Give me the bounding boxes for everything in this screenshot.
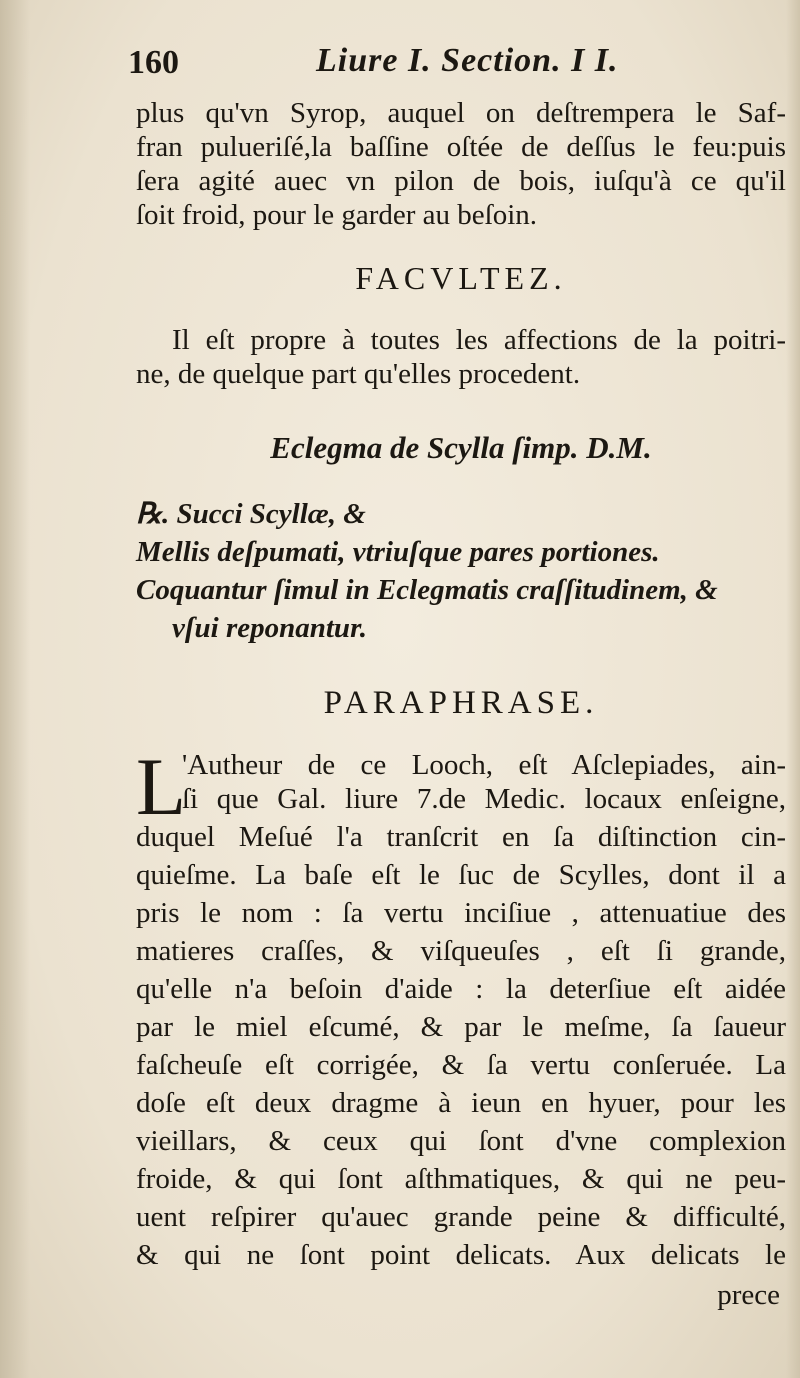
text-line: duquel Meſué l'a tranſcrit en ſa diſtinction cin- — [136, 821, 786, 853]
text-line: uent reſpirer qu'auec grande peine & difficulté, — [136, 1201, 786, 1233]
text-line: doſe eſt deux dragme à ieun en hyuer, pour les — [136, 1087, 786, 1119]
recipe-line: ℞. Succi Scyllæ, & — [136, 498, 366, 530]
text-line: ſera agité auec vn pilon de bois, iuſqu'à ce qu'il — [136, 165, 786, 197]
text-line: ſoit froid, pour le garder au beſoin. — [136, 199, 538, 231]
recipe-line: Coquantur ſimul in Eclegmatis craſſitudinem, & — [136, 574, 718, 606]
text-line: fran pulueriſé,la baſſine oſtée de deſſus le feu:puis — [136, 131, 786, 163]
recipe-title: Eclegma de Scylla ſimp. D.M. — [270, 430, 652, 465]
text-line: vieillars, & ceux qui ſont d'vne complexion — [136, 1125, 786, 1157]
page-gutter-shadow — [0, 0, 30, 1378]
text-line: Il eſt propre à toutes les affections de la poitri- — [172, 324, 786, 356]
text-line: pris le nom : ſa vertu inciſiue , attenuatiue des — [136, 897, 786, 929]
text-line: qu'elle n'a beſoin d'aide : la deterſiue eſt aidée — [136, 973, 786, 1005]
recipe-line: Mellis deſpumati, vtriuſque pares portiones. — [136, 536, 660, 568]
running-head: Liure I. Section. I I. — [316, 42, 619, 79]
paraphrase-paragraph — [136, 741, 786, 1272]
drop-cap: L — [136, 741, 187, 832]
text-line: par le miel eſcumé, & par le meſme, ſa ſaueur — [136, 1011, 786, 1043]
text-line: 'Autheur de ce Looch, eſt Aſclepiades, ain- — [182, 749, 786, 781]
text-line: & qui ne ſont point delicats. Aux delicats le — [136, 1239, 786, 1271]
facultez-paragraph — [136, 323, 786, 391]
text-line: ſi que Gal. liure 7.de Medic. locaux enſeigne, — [182, 783, 786, 815]
page-edge-shadow — [786, 0, 800, 1378]
facultez-heading: FACVLTEZ. — [355, 260, 567, 296]
page-content — [128, 40, 786, 1312]
page-number: 160 — [128, 44, 179, 81]
text-line: matieres craſſes, & viſqueuſes , eſt ſi grande, — [136, 935, 786, 967]
text-line: ne, de quelque part qu'elles procedent. — [136, 358, 581, 390]
recipe-body — [136, 497, 786, 645]
page-header — [128, 40, 786, 96]
text-line: quieſme. La baſe eſt le ſuc de Scylles, dont il a — [136, 859, 786, 891]
catchword: prece — [717, 1279, 780, 1311]
paraphrase-heading: PARAPHRASE. — [323, 685, 599, 721]
text-line: plus qu'vn Syrop, auquel on deſtrempera le Saf- — [136, 97, 786, 129]
recipe-line: vſui reponantur. — [172, 612, 367, 644]
text-line: faſcheuſe eſt corrigée, & ſa vertu conſeruée. La — [136, 1049, 786, 1081]
text-line: froide, & qui ſont aſthmatiques, & qui ne peu- — [136, 1163, 786, 1195]
intro-paragraph — [136, 96, 786, 232]
